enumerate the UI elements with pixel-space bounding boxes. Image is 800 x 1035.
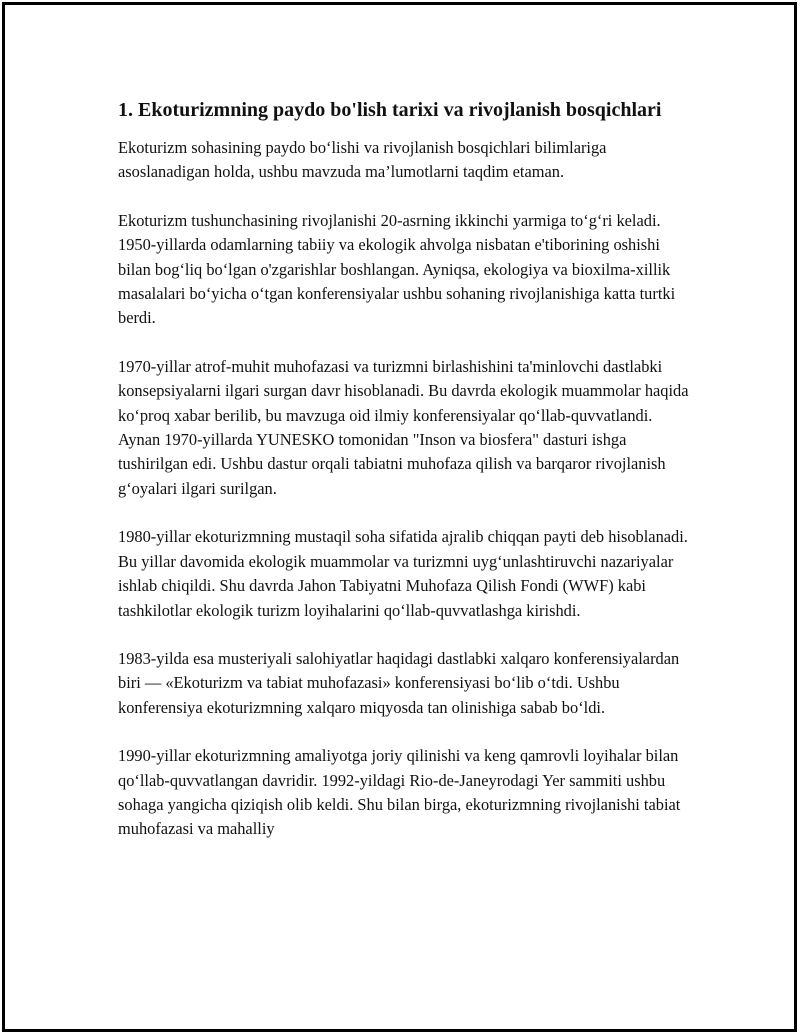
paragraph-origins: Ekoturizm tushunchasining rivojlanishi 20-asrning ikkinchi yarmiga to‘g‘ri keladi. 1950-yillarda odamlarning tabiiy va ekologik ahvolga nisbatan e'tiborining oshishi bilan bog‘liq bo‘lgan o'zgarishlar boshlangan. Ayniqsa, ekologiya va bioxilma-xillik masalalari bo‘yicha o‘tgan konferensiyalar ushbu sohaning rivojlanishiga katta turtki berdi. <box>118 210 676 328</box>
section-heading: 1. Ekoturizmning paydo bo'lish tarixi va rivojlanish bosqichlari <box>118 99 662 121</box>
document-body <box>118 96 693 866</box>
paragraph-1983: 1983-yilda esa musteriyali salohiyatlar haqidagi dastlabki xalqaro konferensiyalardan biri — «Ekoturizm va tabiat muhofazasi» konferensiyasi bo‘lib o‘tdi. Ushbu konferensiya ekoturizmning xalqaro miqyosda tan olinishiga sabab bo‘ldi. <box>118 648 680 717</box>
paragraph-intro: Ekoturizm sohasining paydo bo‘lishi va rivojlanish bosqichlari bilimlariga asoslanadigan holda, ushbu mavzuda ma’lumotlarni taqdim etaman. <box>118 138 607 182</box>
paragraph-1980s: 1980-yillar ekoturizmning mustaqil soha sifatida ajralib chiqqan payti deb hisoblanadi. Bu yillar davomida ekologik muammolar va turizmni uyg‘unlashtiruvchi nazariyalar ishlab chiqildi. Shu davrda Jahon Tabiyatni Muhofaza Qilish Fondi (WWF) kabi tashkilotlar ekologik turizm loyihalarini qo‘llab-quvvatlashga kirishdi. <box>118 527 688 620</box>
paragraph-1970s: 1970-yillar atrof-muhit muhofazasi va turizmni birlashishini ta'minlovchi dastlabki konsepsiyalarni ilgari surgan davr hisoblanadi. Bu davrda ekologik muammolar haqida ko‘proq xabar berilib, bu mavzuga oid ilmiy konferensiyalar qo‘llab-quvvatlandi. Aynan 1970-yillarda YUNESKO tomonidan "Inson va biosfera" dasturi ishga tushirilgan edi. Ushbu dastur orqali tabiatni muhofaza qilish va barqaror rivojlanish g‘oyalari ilgari surilgan. <box>118 356 689 498</box>
paragraph-1990s: 1990-yillar ekoturizmning amaliyotga joriy qilinishi va keng qamrovli loyihalar bilan qo‘llab-quvvatlangan davridir. 1992-yildagi Rio-de-Janeyrodagi Yer sammiti ushbu sohaga yangicha qiziqish olib keldi. Shu bilan birga, ekoturizmning rivojlanishi tabiat muhofazasi va mahalliy <box>118 746 681 839</box>
